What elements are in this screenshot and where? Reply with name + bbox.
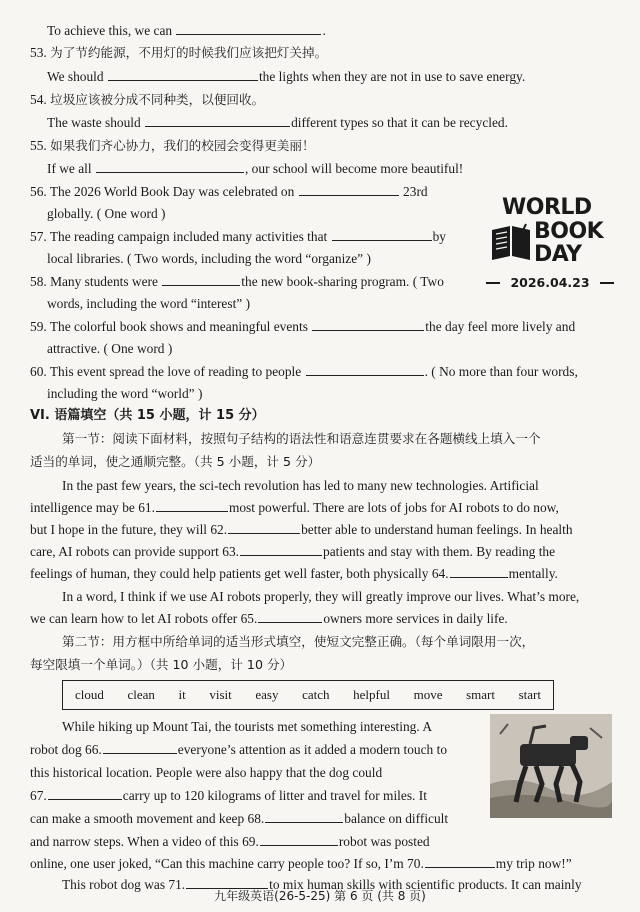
sentence-fragment: robot was posted [338,834,430,849]
sentence-fragment: 59. The colorful book shows and meaningful events [30,319,308,334]
passage-line: In the past few years, the sci-tech revolution has led to many new technologies. Artificial [62,478,539,493]
sentence-fragment: care, AI robots can provide support 63. [30,544,239,559]
robot-dog-photo [490,714,612,818]
question-53-answer [47,66,525,88]
question-56 [30,181,428,203]
answer-blank[interactable] [258,608,322,623]
answer-blank[interactable] [228,519,300,534]
part1-instruction-cont: 适当的单词，使之通顺完整。（共 5 小题，计 5 分） [30,454,321,469]
word-bank-item: cloud [75,687,104,702]
part2-instruction: 第二节：用方框中所给单词的适当形式填空，使短文完整正确。（每个单词限用一次， [62,634,535,649]
passage-line [30,853,572,875]
passage-line [30,519,573,541]
answer-blank[interactable] [332,226,432,241]
section-heading: VI. 语篇填空（共 15 小题，计 15 分） [30,408,265,423]
sentence-fragment: most powerful. There are lots of jobs for AI robots to do now, [228,500,559,515]
answer-blank[interactable] [162,271,240,286]
question-53-prompt [30,42,327,64]
sentence-fragment: 57. The reading campaign included many activities that [30,229,328,244]
chinese-prompt: 垃圾应该被分成不同种类，以便回收。 [50,92,265,107]
sentence-fragment: robot dog 66. [30,742,102,757]
question-59 [30,316,575,338]
word-bank-item: easy [255,687,279,702]
answer-blank[interactable] [312,316,424,331]
sentence-fragment: local libraries. ( Two words, including the word “organize” ) [47,251,371,266]
word-bank-item: helpful [353,687,390,702]
sentence-fragment: feelings of human, they could help patients get well faster, both physically 64. [30,566,449,581]
question-57 [30,226,446,248]
sentence-fragment: owners more services in daily life. [323,611,508,626]
sentence-fragment: We should [47,69,104,84]
answer-blank[interactable] [299,181,399,196]
question-number: 55. [30,138,47,153]
answer-blank[interactable] [108,66,258,81]
passage-line [30,808,448,830]
sentence-fragment: This robot dog was 71. [62,877,186,892]
sentence-fragment: mentally. [508,566,558,581]
question-56-cont [47,203,166,225]
word-bank-item: move [413,687,443,702]
question-57-cont [47,248,371,270]
question-58 [30,271,444,293]
passage-line [30,831,430,853]
word-bank-item: visit [209,687,232,702]
answer-blank[interactable] [260,831,338,846]
logo-word-day: DAY [534,242,582,267]
sentence-fragment: 67. [30,788,47,803]
sentence-fragment: the new book-sharing program. ( Two [241,274,444,289]
word-bank-item: catch [302,687,330,702]
question-60-cont [47,383,202,405]
text-line: To achieve this, we can . [47,20,326,42]
answer-blank[interactable] [48,785,122,800]
sentence-fragment: . ( No more than four words, [424,364,578,379]
word-bank-item: smart [466,687,495,702]
sentence-fragment: different types so that it can be recycled. [291,115,508,130]
sentence-fragment: words, including the word “interest” ) [47,296,251,311]
sentence-fragment: better able to understand human feelings. In health [301,522,573,537]
sentence-fragment: can make a smooth movement and keep 68. [30,811,265,826]
sentence-fragment: to mix human skills with scientific products. It can mainly [269,877,582,892]
sentence-fragment: 23rd [403,184,428,199]
sentence-fragment: 60. This event spread the love of reading to people [30,364,302,379]
sentence-fragment: intelligence may be 61. [30,500,155,515]
answer-blank[interactable] [265,808,343,823]
question-55-answer [47,158,463,180]
question-54-answer [47,112,508,134]
sentence-fragment: 56. The 2026 World Book Day was celebrated on [30,184,295,199]
sentence-fragment: To achieve this, we can [47,23,173,38]
logo-word-book: BOOK [534,219,604,244]
answer-blank[interactable] [103,739,177,754]
passage-line: this historical location. People were also happy that the dog could [30,765,383,780]
passage-line [30,739,447,761]
answer-blank[interactable] [240,541,322,556]
answer-blank[interactable] [145,112,290,127]
answer-blank[interactable] [156,497,228,512]
sentence-fragment: , our school will become more beautiful! [244,161,464,176]
question-60 [30,361,578,383]
chinese-prompt: 如果我们齐心协力，我们的校园会变得更美丽！ [50,138,315,153]
logo-date-row [486,275,614,291]
answer-blank[interactable] [425,853,495,868]
passage-line [30,785,427,807]
question-58-cont [47,293,250,315]
sentence-fragment: the day feel more lively and [425,319,576,334]
sentence-fragment: patients and stay with them. By reading the [323,544,556,559]
part1-instruction: 第一节：阅读下面材料，按照句子结构的语法性和语意连贯要求在各题横线上填入一个 [62,431,541,446]
logo-date: 2026.04.23 [510,275,590,290]
sentence-fragment: If we all [47,161,92,176]
answer-blank[interactable] [306,361,424,376]
sentence-fragment: including the word “world” ) [47,386,203,401]
sentence-fragment: we can learn how to let AI robots offer 65. [30,611,258,626]
sentence-fragment: attractive. ( One word ) [47,341,173,356]
sentence-fragment: balance on difficult [344,811,449,826]
passage-line: In a word, I think if we use AI robots properly, they will greatly improve our lives. What’s more, [62,589,580,604]
word-bank-item: clean [127,687,155,702]
chinese-prompt: 为了节约能源，不用灯的时候我们应该把灯关掉。 [50,45,328,60]
word-bank-box [62,680,554,710]
logo-rule [600,282,614,284]
question-59-cont [47,338,172,360]
logo-rule [486,282,500,284]
passage-line [30,541,555,563]
part2-instruction-cont: 每空限填一个单词。）（共 10 小题，计 10 分） [30,657,293,672]
world-book-day-logo [486,196,614,294]
answer-blank[interactable] [176,20,321,35]
open-book-icon [490,222,532,262]
page-footer: 九年级英语(26-5-25) 第 6 页 (共 8 页) [214,889,426,903]
question-number: 53. [30,45,47,60]
question-54-prompt [30,89,264,111]
passage-line [30,497,559,519]
passage-line [30,563,558,585]
robot-dog-illustration [490,714,612,818]
sentence-fragment: and narrow steps. When a video of this 69. [30,834,259,849]
word-bank-item: start [518,687,541,702]
sentence-fragment: but I hope in the future, they will 62. [30,522,228,537]
sentence-fragment: my trip now!” [495,856,572,871]
answer-blank[interactable] [96,158,244,173]
answer-blank[interactable] [450,563,508,578]
word-bank-item: it [178,687,186,702]
sentence-fragment: by [432,229,446,244]
sentence-fragment: 58. Many students were [30,274,158,289]
sentence-fragment: the lights when they are not in use to save energy. [258,69,526,84]
passage-line [30,608,508,630]
sentence-fragment: everyone’s attention as it added a modern touch to [177,742,448,757]
question-number: 54. [30,92,47,107]
logo-word-world: WORLD [502,195,592,220]
question-55-prompt [30,135,315,157]
passage-line: While hiking up Mount Tai, the tourists met something interesting. A [62,719,432,734]
sentence-fragment: carry up to 120 kilograms of litter and travel for miles. It [122,788,427,803]
sentence-fragment: globally. ( One word ) [47,206,166,221]
sentence-fragment: The waste should [47,115,141,130]
sentence-fragment: online, one user joked, “Can this machine carry people too? If so, I’m 70. [30,856,424,871]
